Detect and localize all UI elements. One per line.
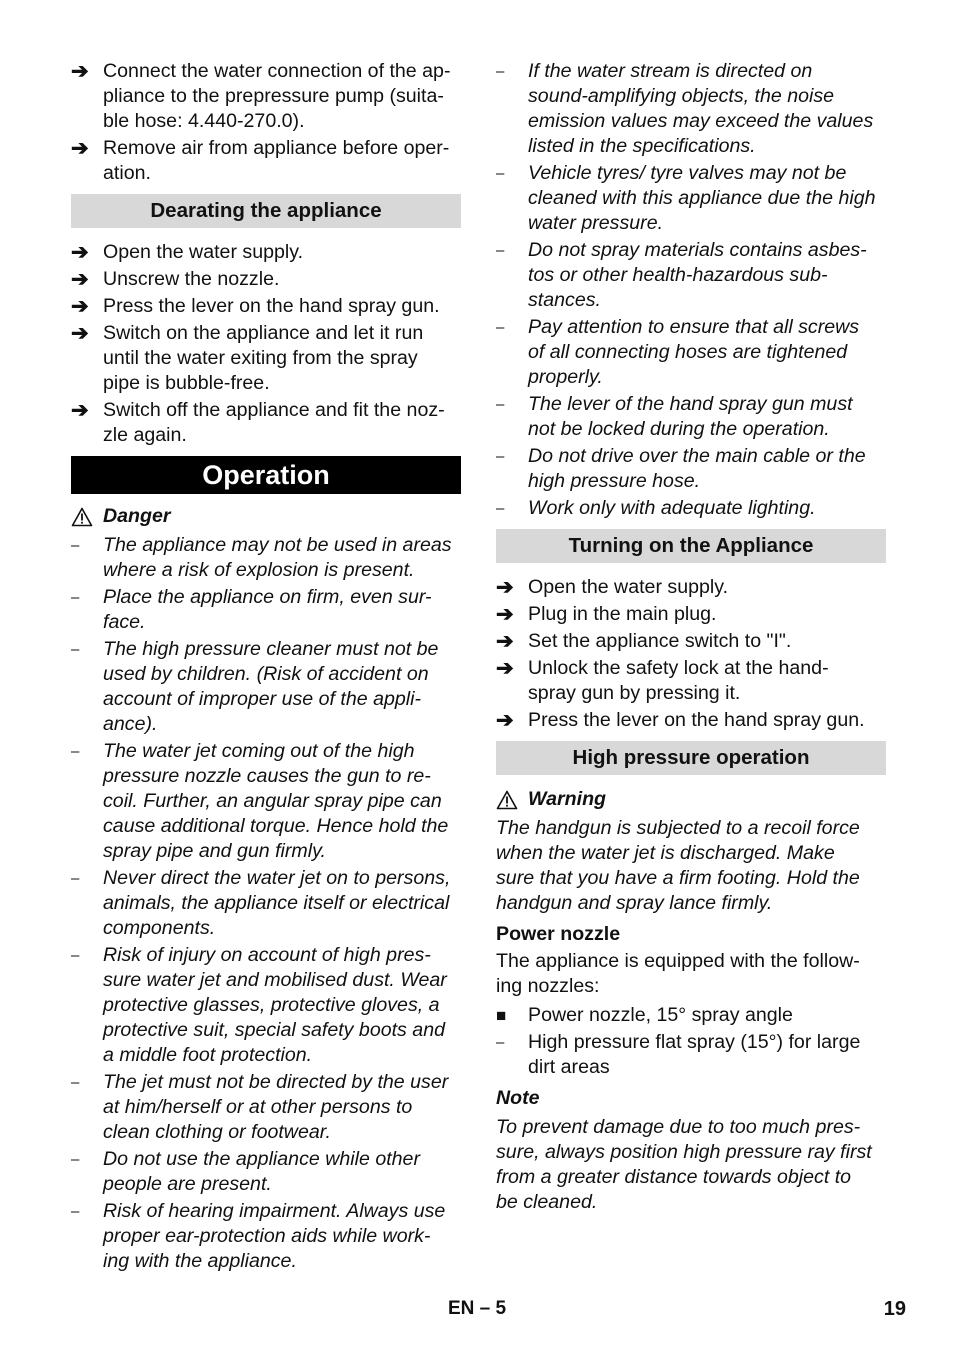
dash-bullet: –: [496, 63, 505, 80]
nozzle-bullet-item: [496, 1003, 886, 1028]
nozzle-sub-item: [496, 1030, 886, 1080]
arrow-right-icon: ➔: [71, 399, 89, 422]
warning-triangle-icon: [71, 507, 93, 527]
list-item-text: Work only with adequate lighting.: [528, 497, 816, 519]
list-item: [71, 585, 461, 635]
step-text: Remove air from appliance before oper- ation.: [103, 137, 450, 184]
warning-text: The handgun is subjected to a recoil force when the water jet is discharged. Make sure that you have a firm footing. Hold the handgun and spray lance firmly.: [496, 817, 860, 914]
step-item: [496, 575, 886, 600]
nozzle-bullet-text: Power nozzle, 15° spray angle: [528, 1004, 793, 1026]
step-text: Switch off the appliance and fit the noz- zle again.: [103, 399, 445, 446]
step-text: Press the lever on the hand spray gun.: [103, 295, 440, 317]
list-item-text: If the water stream is directed on sound-amplifying objects, the noise emission values may exceed the values listed in the specifications.: [528, 60, 874, 157]
step-item: [71, 398, 461, 448]
step-item: [71, 136, 461, 186]
list-item-text: The water jet coming out of the high pressure nozzle causes the gun to re- coil. Further, an angular spray pipe can cause additional torque. Hence hold the spray pipe and gun firmly.: [103, 740, 449, 862]
list-item: [71, 533, 461, 583]
square-bullet: ■: [496, 1006, 507, 1025]
dash-bullet: –: [71, 870, 80, 887]
arrow-right-icon: ➔: [71, 137, 89, 160]
list-item: [496, 315, 886, 390]
step-item: [71, 240, 461, 265]
arrow-right-icon: ➔: [71, 322, 89, 345]
arrow-right-icon: ➔: [71, 295, 89, 318]
step-text: Press the lever on the hand spray gun.: [528, 709, 865, 731]
step-item: [71, 59, 461, 134]
dash-bullet: –: [496, 1034, 505, 1051]
intro-steps: [71, 59, 461, 186]
list-item: [496, 161, 886, 236]
dash-bullet: –: [496, 242, 505, 259]
footer-language-page: EN – 5: [448, 1298, 507, 1319]
list-item-text: The jet must not be directed by the user at him/herself or at other persons to clean clothing or footwear.: [103, 1071, 449, 1143]
step-text: Switch on the appliance and let it run until the water exiting from the spray pipe is bubble-free.: [103, 322, 424, 394]
danger-list-continued: [496, 59, 886, 521]
danger-list: [71, 533, 461, 1274]
list-item-text: Pay attention to ensure that all screws of all connecting hoses are tightened properly.: [528, 316, 860, 388]
arrow-right-icon: ➔: [71, 60, 89, 83]
step-text: Plug in the main plug.: [528, 603, 717, 625]
danger-label-text: Danger: [103, 505, 171, 527]
dash-bullet: –: [496, 396, 505, 413]
list-item-text: The high pressure cleaner must not be used by children. (Risk of accident on account of improper use of the appli- ance).: [103, 638, 439, 735]
dash-bullet: –: [71, 743, 80, 760]
arrow-right-icon: ➔: [496, 709, 514, 732]
footer-page-number: 19: [883, 1298, 906, 1320]
warning-triangle-icon: [496, 790, 518, 810]
dash-bullet: –: [496, 500, 505, 517]
dash-bullet: –: [496, 165, 505, 182]
note-label: Note: [496, 1087, 540, 1109]
list-item: [496, 238, 886, 313]
list-item-text: Place the appliance on firm, even sur- face.: [103, 586, 432, 633]
arrow-right-icon: ➔: [496, 603, 514, 626]
step-item: [496, 656, 886, 706]
nozzle-sub-text: High pressure flat spray (15°) for large dirt areas: [528, 1031, 861, 1078]
list-item: [71, 739, 461, 864]
dash-bullet: –: [496, 319, 505, 336]
list-item-text: Never direct the water jet on to persons, animals, the appliance itself or electrical components.: [103, 867, 451, 939]
step-text: Open the water supply.: [103, 241, 304, 263]
step-text: Unlock the safety lock at the hand- spray gun by pressing it.: [528, 657, 829, 704]
list-item-text: Risk of injury on account of high pres- sure water jet and mobilised dust. Wear protective glasses, protective gloves, a protective suit, special safety boots and a middle foot protection.: [103, 944, 447, 1066]
arrow-right-icon: ➔: [496, 576, 514, 599]
dash-bullet: –: [71, 589, 80, 606]
power-nozzle-heading: Power nozzle: [496, 923, 621, 945]
power-nozzle-intro: The appliance is equipped with the follow- ing nozzles:: [496, 950, 860, 997]
dash-bullet: –: [71, 1203, 80, 1220]
list-item: [496, 496, 886, 521]
list-item-text: Risk of hearing impairment. Always use proper ear-protection aids while work- ing with the appliance.: [103, 1200, 446, 1272]
step-text: Open the water supply.: [528, 576, 729, 598]
step-item: [71, 321, 461, 396]
warning-label-text: Warning: [528, 788, 607, 810]
dearating-steps: [71, 240, 461, 448]
note-text: To prevent damage due to too much pres- sure, always position high pressure ray first from a greater distance towards object to be cleaned.: [496, 1116, 872, 1213]
dash-bullet: –: [71, 947, 80, 964]
step-item: [71, 294, 461, 319]
list-item: [71, 1199, 461, 1274]
list-item: [71, 1070, 461, 1145]
list-item-text: Do not spray materials contains asbes- tos or other health-hazardous sub- stances.: [528, 239, 867, 311]
list-item: [496, 59, 886, 159]
list-item: [496, 392, 886, 442]
list-item: [71, 943, 461, 1068]
step-item: [496, 602, 886, 627]
section-heading-high-pressure: High pressure operation: [496, 741, 886, 775]
list-item: [71, 1147, 461, 1197]
list-item-text: The appliance may not be used in areas where a risk of explosion is present.: [103, 534, 452, 581]
left-column: [71, 59, 461, 1276]
arrow-right-icon: ➔: [496, 630, 514, 653]
list-item: [71, 866, 461, 941]
step-text: Connect the water connection of the ap- pliance to the prepressure pump (suita- ble hose: 4.440-270.0).: [103, 60, 451, 132]
list-item: [496, 444, 886, 494]
dash-bullet: –: [71, 1151, 80, 1168]
list-item-text: Do not use the appliance while other people are present.: [103, 1148, 420, 1195]
step-text: Unscrew the nozzle.: [103, 268, 280, 290]
danger-label: [71, 504, 461, 529]
list-item-text: Vehicle tyres/ tyre valves may not be cleaned with this appliance due the high water pressure.: [528, 162, 876, 234]
list-item-text: The lever of the hand spray gun must not be locked during the operation.: [528, 393, 853, 440]
section-heading-operation: Operation: [71, 456, 461, 494]
warning-label: [496, 787, 886, 812]
dash-bullet: –: [71, 641, 80, 658]
step-text: Set the appliance switch to "I".: [528, 630, 792, 652]
dash-bullet: –: [496, 448, 505, 465]
arrow-right-icon: ➔: [496, 657, 514, 680]
step-item: [71, 267, 461, 292]
right-column: [496, 59, 886, 1219]
list-item-text: Do not drive over the main cable or the high pressure hose.: [528, 445, 866, 492]
dash-bullet: –: [71, 537, 80, 554]
turning-on-steps: [496, 575, 886, 733]
section-heading-dearating: Dearating the appliance: [71, 194, 461, 228]
section-heading-turning-on: Turning on the Appliance: [496, 529, 886, 563]
dash-bullet: –: [71, 1074, 80, 1091]
step-item: [496, 629, 886, 654]
step-item: [496, 708, 886, 733]
arrow-right-icon: ➔: [71, 241, 89, 264]
list-item: [71, 637, 461, 737]
arrow-right-icon: ➔: [71, 268, 89, 291]
